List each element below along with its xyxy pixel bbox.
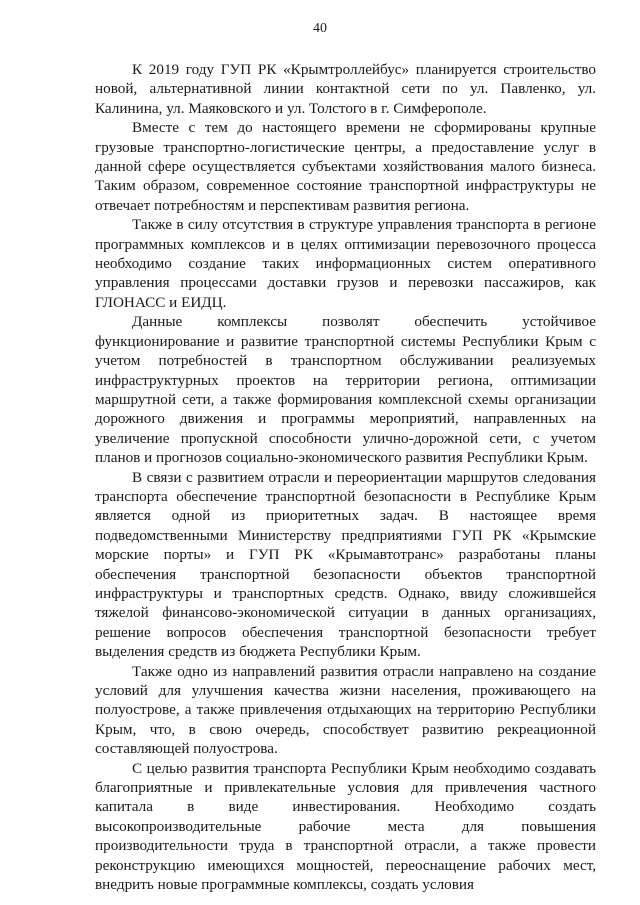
page-number: 40 — [313, 21, 327, 36]
paragraph-investment: С целью развития транспорта Республики Крым необходимо создавать благоприятные и привлекательные условия для привлечения частного капитала в виде инвестирования. Необходимо создать высокопроизводительные рабочие места для повышения производительности труда в транспортной отрасли, а также провести реконструкцию имеющихся мощностей, переоснащение рабочих мест, внедрить новые программные комплексы, создать условия — [95, 759, 596, 894]
body-text — [95, 60, 596, 894]
paragraph-living-conditions: Также одно из направлений развития отрасли направлено на создание условий для улучшения качества жизни населения, проживающего на полуострове, а также привлечения отдыхающих на территорию Республики Крым, что, в свою очередь, способствует развитию рекреационной составляющей полуострова. — [95, 662, 596, 758]
paragraph-information-systems: Также в силу отсутствия в структуре управления транспорта в регионе программных комплексов и в целях оптимизации перевозочного процесса необходимо создание таких информационных систем оперативного управления процессами доставки грузов и перевозки пассажиров, как ГЛОНАСС и ЕИДЦ. — [95, 216, 596, 311]
paragraph-complexes: Данные комплексы позволят обеспечить устойчивое функционирование и развитие транспортной системы Республики Крым с учетом потребностей в транспортном обслуживании реализуемых инфраструктурных проектов на территории региона, оптимизации маршрутной сети, а также формирования комплексной схемы организации дорожного движения и программы мероприятий, направленных на увеличение пропускной способности улично-дорожной сети, с учетом планов и прогнозов социально-экономического развития Республики Крым. — [95, 313, 596, 467]
paragraph-transport-security: В связи с развитием отрасли и переориентации маршрутов следования транспорта обеспечение транспортной безопасности в Республике Крым является одной из приоритетных задач. В настоящее время подведомственными Министерству предприятиями ГУП РК «Крымские морские порты» и ГУП РК «Крымавтотранс» разработаны планы обеспечения транспортной безопасности объектов транспортной инфраструктуры и транспортных средств. Однако, ввиду сложившейся тяжелой финансово-экономической ситуации в данных организациях, решение вопросов обеспечения транспортной безопасности требует выделения средств из бюджета Республики Крым. — [95, 468, 596, 661]
paragraph-trolleybus: К 2019 году ГУП РК «Крымтроллейбус» планируется строительство новой, альтернативной линии контактной сети по ул. Павленко, ул. Калинина, ул. Маяковского и ул. Толстого в г. Симферополе. — [95, 61, 596, 117]
paragraph-logistics: Вместе с тем до настоящего времени не сформированы крупные грузовые транспортно-логистические центры, а предоставление услуг в данной сфере осуществляется субъектами хозяйствования малого бизнеса. Таким образом, современное состояние транспортной инфраструктуры не отвечает потребностям и перспективам развития региона. — [95, 119, 596, 214]
